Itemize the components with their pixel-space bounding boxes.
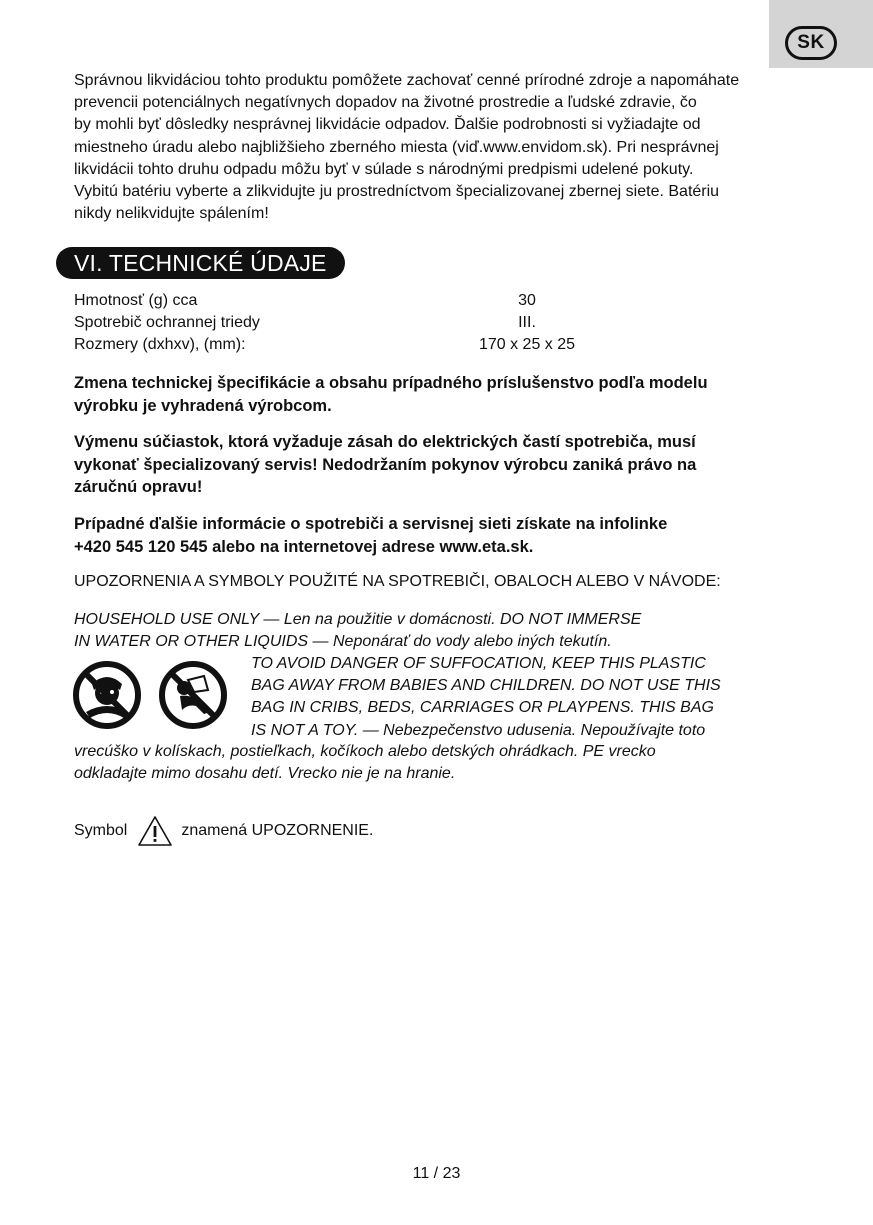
text-line: HOUSEHOLD USE ONLY — Len na použitie v domácnosti. DO NOT IMMERSE (74, 611, 642, 628)
spec-label: Rozmery (dxhxv), (mm): (74, 336, 246, 353)
spec-table (74, 290, 594, 356)
info-notice (74, 513, 794, 558)
text-line: by mohli byť dôsledky nesprávnej likvidácie odpadov. Ďalšie podrobnosti si vyžiadajte od (74, 116, 701, 134)
warnings-heading: UPOZORNENIA A SYMBOLY POUŽITÉ NA SPOTREBIČI, OBALOCH ALEBO V NÁVODE: (74, 573, 721, 590)
text-line: odkladajte mimo dosahu detí. Vrecko nie je na hranie. (74, 765, 456, 783)
spec-label: Spotrebič ochrannej triedy (74, 314, 260, 331)
symbol-legend (74, 814, 373, 848)
page-number: 11 / 23 (412, 1165, 461, 1182)
bag-warning (251, 653, 791, 742)
text-line: BAG AWAY FROM BABIES AND CHILDREN. DO NOT USE THIS (251, 677, 721, 695)
warning-triangle-icon (137, 815, 173, 847)
household-warning (74, 609, 774, 653)
text-line: Správnou likvidáciou tohto produktu pomôžete zachovať cenné prírodné zdroje a napomáhate (74, 72, 740, 89)
text-line: Vybitú batériu vyberte a zlikvidujte ju prostredníctvom špecializovanej zbernej siete. Batériu (74, 183, 720, 201)
text-line: vrecúško v kolískach, postieľkach, kočíkoch alebo detských ohrádkach. PE vrecko (74, 743, 656, 760)
section-heading: VI. TECHNICKÉ ÚDAJE (56, 247, 345, 279)
text-line: prevencii potenciálnych negatívnych dopadov na životné prostredie a ľudské zdravie, čo (74, 94, 697, 112)
bag-warning-continued (74, 741, 814, 785)
spec-row (74, 290, 594, 312)
text-line: BAG IN CRIBS, BEDS, CARRIAGES OR PLAYPENS. THIS BAG (251, 699, 714, 717)
no-bag-child-icon (158, 660, 228, 730)
text-line: likvidácii tohto druhu odpadu môžu byť v súlade s národnými predpismi udelené pokuty. (74, 160, 694, 178)
language-badge: SK (785, 26, 837, 60)
spec-value: 170 x 25 x 25 (478, 336, 576, 353)
text-line: nikdy nelikvidujte spálením! (74, 205, 269, 223)
text-line: výrobku je vyhradená výrobcom. (74, 396, 332, 415)
text-line: +420 545 120 545 alebo na internetovej adrese www.eta.sk. (74, 537, 534, 556)
symbol-prefix: Symbol (74, 822, 128, 839)
text-line: Výmenu súčiastok, ktorá vyžaduje zásah do elektrických častí spotrebiča, musí (74, 433, 696, 451)
disposal-paragraph (74, 70, 809, 225)
text-line: miestneho úradu alebo najbližšieho zberného miesta (viď.www.envidom.sk). Pri nesprávnej (74, 138, 719, 156)
service-notice (74, 431, 794, 499)
spec-change-notice (74, 372, 794, 417)
text-line: vykonať špecializovaný servis! Nedodržaním pokynov výrobcu zaniká právo na (74, 455, 697, 474)
spec-value: 30 (518, 292, 536, 309)
spec-row (74, 334, 594, 356)
text-line: IN WATER OR OTHER LIQUIDS — Neponárať do vody alebo iných tekutín. (74, 633, 612, 651)
text-line: IS NOT A TOY. — Nebezpečenstvo udusenia. Nepoužívajte toto (251, 721, 706, 739)
symbol-meaning: znamená UPOZORNENIE. (181, 822, 374, 839)
spec-label: Hmotnosť (g) cca (74, 292, 198, 309)
spec-value: III. (518, 314, 536, 331)
text-line: Zmena technickej špecifikácie a obsahu prípadného príslušenstvo podľa modelu (74, 374, 708, 392)
text-line: TO AVOID DANGER OF SUFFOCATION, KEEP THIS PLASTIC (251, 655, 706, 672)
spec-row (74, 312, 594, 334)
text-line: Prípadné ďalšie informácie o spotrebiči a servisnej sieti získate na infolinke (74, 515, 668, 533)
warning-icons (72, 660, 232, 730)
text-line: záručnú opravu! (74, 478, 203, 496)
suffocation-warning-icon (72, 660, 142, 730)
